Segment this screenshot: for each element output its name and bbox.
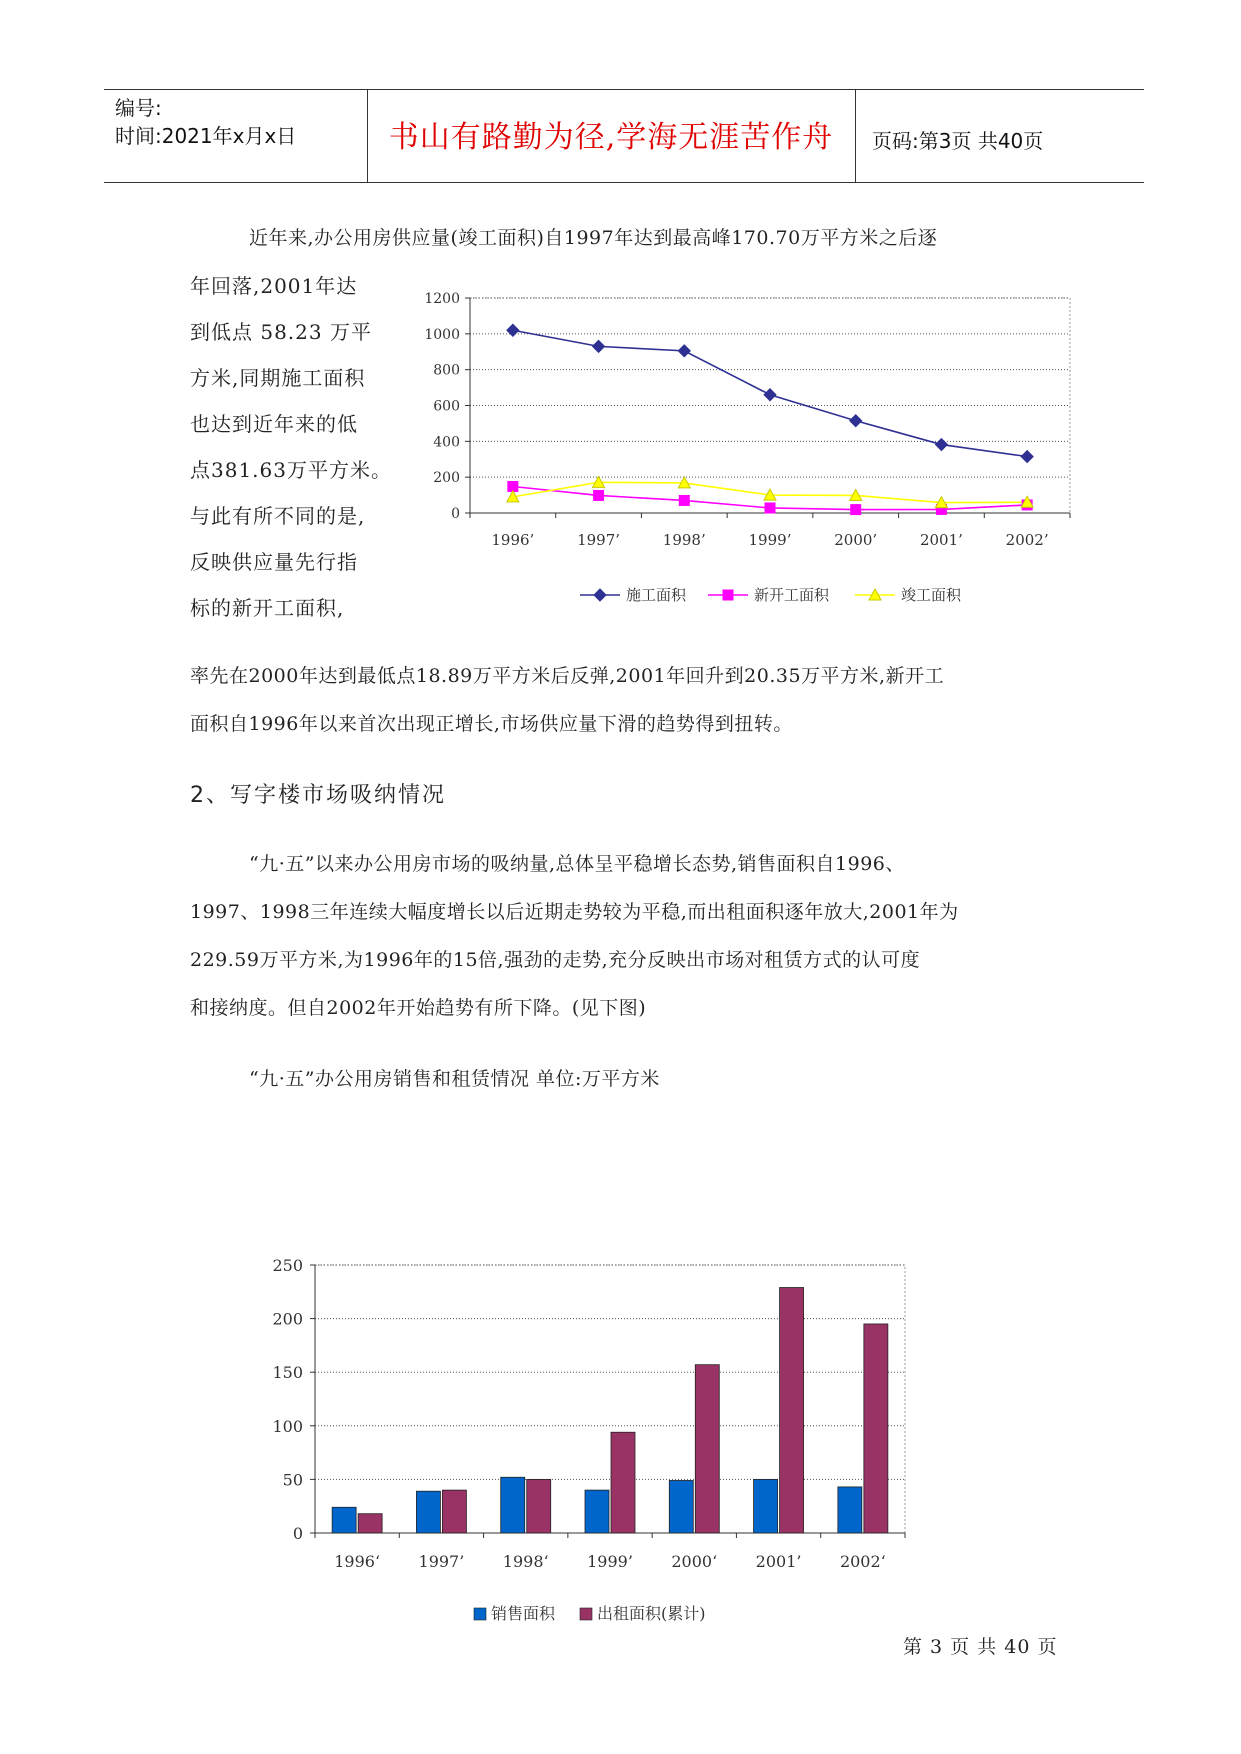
bar [416, 1491, 440, 1533]
bar [442, 1490, 466, 1533]
x-tick-label: 2000‘ [671, 1552, 718, 1571]
x-tick-label: 1997’ [577, 531, 621, 549]
legend-swatch [474, 1608, 486, 1620]
y-tick-label: 100 [272, 1416, 303, 1436]
x-tick-label: 1996‘ [334, 1552, 381, 1571]
supply-line-chart [400, 280, 1100, 610]
y-tick-label: 800 [433, 362, 460, 379]
x-tick-label: 2002‘ [839, 1552, 886, 1571]
data-point [851, 505, 861, 515]
x-tick-label: 2000’ [834, 531, 878, 549]
data-point [764, 389, 776, 401]
side-line: 反映供应量先行指 [190, 550, 358, 574]
y-tick-label: 250 [272, 1256, 303, 1275]
para2-line: 229.59万平方米,为1996年的15倍,强劲的走势,充分反映出市场对租赁方式的认可度 [190, 949, 921, 971]
continuation-line: 面积自1996年以来首次出现正增长,市场供应量下滑的趋势得到扭转。 [190, 713, 793, 735]
x-tick-label: 2001’ [755, 1552, 802, 1571]
legend-label: 销售面积 [491, 1604, 556, 1623]
y-tick-label: 600 [433, 398, 460, 415]
y-tick-label: 0 [292, 1524, 303, 1543]
time-label: 时间:2021年x月x日 [115, 124, 297, 148]
side-line: 方米,同期施工面积 [190, 366, 366, 390]
data-point [679, 495, 689, 505]
side-line: 年回落,2001年达 [190, 274, 358, 298]
data-point [594, 589, 606, 601]
para2-line: 1997、1998三年连续大幅度增长以后近期走势较为平稳,而出租面积逐年放大,2001年为 [190, 901, 959, 923]
bar [358, 1514, 382, 1533]
chart2-caption: “九·五”办公用房销售和租赁情况 单位:万平方米 [249, 1068, 660, 1090]
y-tick-label: 200 [433, 470, 460, 487]
side-line: 标的新开工面积, [190, 596, 345, 620]
bar [780, 1288, 804, 1533]
y-tick-label: 150 [272, 1363, 303, 1383]
legend-swatch [580, 1608, 592, 1620]
footer-page-number: 第 3 页 共 40 页 [903, 1636, 1058, 1658]
para2-line: “九·五”以来办公用房市场的吸纳量,总体呈平稳增长态势,销售面积自1996、 [249, 853, 905, 875]
data-point [678, 345, 690, 357]
y-tick-label: 50 [282, 1470, 303, 1490]
side-line: 点381.63万平方米。 [190, 458, 392, 482]
bar [611, 1432, 635, 1533]
data-point [723, 590, 733, 600]
data-point [765, 503, 775, 513]
x-tick-label: 2002’ [1005, 531, 1049, 549]
y-tick-label: 1200 [424, 291, 460, 307]
data-point [935, 439, 947, 451]
legend-label: 竣工面积 [901, 586, 962, 604]
x-tick-label: 1999’ [748, 531, 792, 549]
side-line: 到低点 58.23 万平 [190, 320, 372, 344]
bar [585, 1490, 609, 1533]
bar [501, 1477, 525, 1533]
y-tick-label: 0 [451, 506, 460, 522]
legend-label: 施工面积 [626, 586, 687, 604]
header-bottom-rule [104, 182, 1144, 183]
bar [838, 1487, 862, 1533]
bar [864, 1324, 888, 1533]
side-line: 与此有所不同的是, [190, 504, 366, 528]
y-tick-label: 1000 [424, 326, 460, 343]
continuation-line: 率先在2000年达到最低点18.89万平方米后反弹,2001年回升到20.35万平方米,新开工 [190, 665, 945, 687]
bar [695, 1365, 719, 1533]
para2-line: 和接纳度。但自2002年开始趋势有所下降。(见下图) [190, 997, 647, 1019]
x-tick-label: 2001’ [919, 531, 963, 549]
x-tick-label: 1998‘ [502, 1552, 549, 1571]
bar [754, 1479, 778, 1533]
x-tick-label: 1999’ [587, 1552, 633, 1571]
page-label: 页码:第3页 共40页 [872, 129, 1044, 153]
side-text-column [190, 263, 392, 631]
plot-frame [315, 1265, 905, 1533]
bar [669, 1480, 693, 1533]
bar [527, 1479, 551, 1533]
bar [332, 1507, 356, 1533]
x-tick-label: 1996’ [491, 531, 535, 549]
y-tick-label: 400 [433, 434, 460, 451]
data-point [1021, 451, 1033, 463]
side-line: 也达到近年来的低 [190, 412, 358, 436]
header-motto: 书山有路勤为径,学海无涯苦作舟 [388, 120, 834, 155]
serial-label: 编号: [115, 96, 162, 120]
section-title: 2、写字楼市场吸纳情况 [190, 783, 446, 808]
data-point [850, 415, 862, 427]
header-divider-right [855, 89, 856, 182]
header-top-rule [104, 89, 1144, 90]
data-point [507, 324, 519, 336]
y-tick-label: 200 [272, 1309, 303, 1329]
x-tick-label: 1998’ [662, 531, 706, 549]
x-tick-label: 1997’ [418, 1552, 465, 1571]
legend-label: 新开工面积 [754, 586, 830, 604]
intro-line: 近年来,办公用房供应量(竣工面积)自1997年达到最高峰170.70万平方米之后逐 [249, 227, 938, 249]
data-point [593, 340, 605, 352]
data-point [594, 490, 604, 500]
legend-label: 出租面积(累计) [597, 1604, 706, 1623]
absorption-bar-chart [250, 1240, 950, 1630]
